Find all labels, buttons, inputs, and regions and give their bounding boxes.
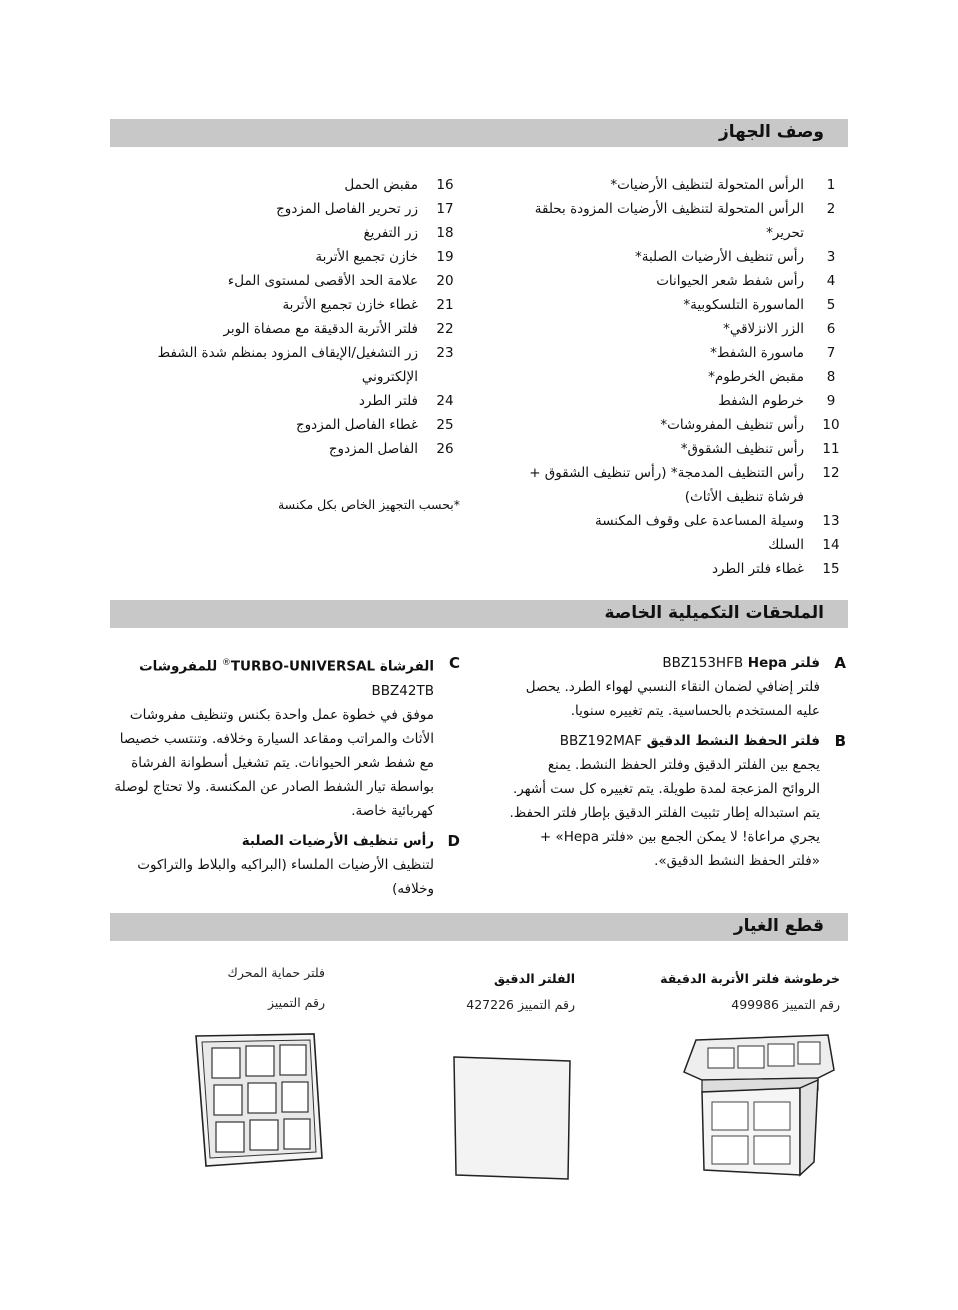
registered-mark: ® (221, 658, 231, 668)
list-item (500, 197, 842, 245)
item-number: 15 (822, 561, 840, 577)
accessory-item (506, 729, 846, 873)
item-text: غطاء فلتر الطرد (711, 561, 804, 577)
list-item (500, 317, 842, 341)
item-number: 18 (436, 225, 454, 241)
item-text: فلتر الأتربة الدقيقة مع مصفاة الوبر (223, 321, 418, 337)
accessory-letter: C (448, 654, 460, 672)
list-item (150, 437, 456, 461)
accessory-heading (506, 729, 820, 753)
accessory-heading-text: الفرشاة (379, 658, 434, 675)
item-text: رأس تنظيف المفروشات* (660, 417, 804, 433)
accessory-description: يجمع بين الفلتر الدقيق وفلتر الحفظ النشط. يمنع الروائح المزعجة لمدة طويلة. يتم تغييره كل ست أشهر. يتم استبداله إطار تثبيت الفلتر الدقيق بإطار فلتر الحفظ. يجري مراعاة! لا يمكن الجمع بين «فلتر Hepa» + «فلتر الحفظ النشط الدقيق». (509, 757, 820, 869)
item-text: الماسورة التلسكوبية* (683, 297, 804, 313)
item-number: 14 (822, 537, 840, 553)
item-number: 22 (436, 321, 454, 337)
item-number: 17 (436, 201, 454, 217)
item-text: خرطوم الشفط (718, 393, 804, 409)
item-text: السلك (768, 537, 804, 553)
item-text: رأس تنظيف الشقوق* (680, 441, 804, 457)
spare-part-title: الفلتر الدقيق (493, 971, 575, 986)
item-text: رأس شفط شعر الحيوانات (656, 273, 804, 289)
item-text: زر التشغيل/الإيقاف المزود بمنظم شدة الشفط الإلكتروني (157, 345, 418, 385)
item-text: الفاصل المزدوج (328, 441, 418, 457)
item-text: الرأس المتحولة لتنظيف الأرضيات المزودة بحلقة تحرير* (534, 201, 804, 241)
spare-part-1 (640, 966, 840, 1018)
list-item (150, 389, 456, 413)
item-number: 23 (436, 345, 454, 361)
accessories-left (110, 651, 460, 907)
accessory-heading-bold: Hepa (747, 655, 788, 671)
accessory-item (506, 651, 846, 723)
accessory-item (110, 651, 460, 823)
item-number: 16 (436, 177, 454, 193)
list-item (150, 293, 456, 317)
item-number: 2 (826, 201, 836, 217)
item-text: فلتر الطرد (358, 393, 418, 409)
accessory-heading (506, 651, 820, 675)
accessory-heading (110, 651, 434, 703)
item-text: غطاء خازن تجميع الأتربة (282, 297, 418, 313)
accessory-description: لتنظيف الأرضيات الملساء (البراكيه والبلاط والتراكوت وخلافه) (137, 856, 434, 897)
list-item (500, 461, 842, 509)
spare-part-3 (200, 960, 325, 1016)
item-number: 8 (826, 369, 836, 385)
accessory-description: موفق في خطوة عمل واحدة بكنس وتنظيف مفروشات الأثاث والمراتب ومقاعد السيارة وخلافه. وتنتسب خصيصا مع شفط شعر الحيوانات. يتم تشغيل أسطوانة الفرشاة بواسطة تيار الشفط الصادر عن المكنسة. ولا تحتاج لوصلة كهربائية خاصة. (114, 706, 434, 819)
item-number: 1 (826, 177, 836, 193)
item-text: وسيلة المساعدة على وقوف المكنسة (594, 513, 804, 529)
item-text: رأس تنظيف الأرضيات الصلبة* (634, 249, 804, 265)
list-item (500, 269, 842, 293)
section-bar-device-description (110, 119, 848, 147)
item-text: غطاء الفاصل المزدوج (295, 417, 418, 433)
list-item (500, 173, 842, 197)
accessory-model: BBZ192MAF (559, 733, 642, 749)
accessory-heading-text: رأس تنظيف الأرضيات الصلبة (241, 832, 434, 849)
item-text: مقبض الحمل (344, 177, 418, 193)
list-item (150, 341, 456, 389)
spare-part-number: رقم التمييز 427226 (466, 997, 575, 1012)
item-text: ماسورة الشفط* (710, 345, 804, 361)
item-text: مقبض الخرطوم* (708, 369, 804, 385)
list-item (500, 341, 842, 365)
item-text: زر تحرير الفاصل المزدوج (276, 201, 418, 217)
item-text: الرأس المتحولة لتنظيف الأرضيات* (610, 177, 804, 193)
spare-part-number: رقم التمييز (267, 995, 325, 1010)
accessory-heading-tail: للمفروشات (139, 658, 218, 675)
spare-part-2 (420, 966, 575, 1018)
accessory-description: فلتر إضافي لضمان النقاء النسبي لهواء الطرد. يحصل عليه المستخدم بالحساسية. يتم تغييره سنويا. (525, 679, 820, 719)
list-item (500, 293, 842, 317)
item-number: 3 (826, 249, 836, 265)
list-item (500, 437, 842, 461)
accessory-heading (110, 829, 434, 853)
accessory-letter: A (834, 654, 846, 672)
item-number: 5 (826, 297, 836, 313)
item-number: 26 (436, 441, 454, 457)
section-bar-spare-parts (110, 913, 848, 941)
accessory-letter: B (834, 732, 846, 750)
list-item (500, 557, 842, 581)
list-item (150, 197, 456, 221)
parts-list-right (500, 173, 842, 581)
item-number: 24 (436, 393, 454, 409)
accessory-model: BBZ42TB (371, 682, 434, 699)
section-title: الملحقات التكميلية الخاصة (604, 603, 824, 623)
list-item (500, 365, 842, 389)
item-number: 21 (436, 297, 454, 313)
section-bar-special-accessories (110, 600, 848, 628)
motor-protection-filter-image (188, 1030, 328, 1170)
list-item (150, 413, 456, 437)
list-item (500, 509, 842, 533)
list-item (150, 245, 456, 269)
item-text: رأس التنظيف المدمجة* (رأس تنظيف الشقوق + فرشاة تنظيف الأثاث) (529, 465, 804, 505)
item-number: 19 (436, 249, 454, 265)
section-title: وصف الجهاز (718, 122, 824, 142)
item-number: 11 (822, 441, 840, 457)
list-item (150, 317, 456, 341)
item-number: 20 (436, 273, 454, 289)
item-number: 10 (822, 417, 840, 433)
list-item (500, 245, 842, 269)
spare-part-title: فلتر حماية المحرك (227, 965, 325, 980)
item-number: 13 (822, 513, 840, 529)
spare-part-title: خرطوشة فلتر الأتربة الدقيقة (660, 971, 840, 986)
accessory-heading-text: فلتر (791, 655, 820, 671)
item-text: الزر الانزلاقي* (723, 321, 804, 337)
list-item (500, 413, 842, 437)
fine-filter-image (452, 1055, 572, 1181)
list-item (150, 221, 456, 245)
item-number: 4 (826, 273, 836, 289)
item-text: علامة الحد الأقصى لمستوى الملء (227, 273, 418, 289)
item-number: 12 (822, 465, 840, 481)
item-number: 9 (826, 393, 836, 409)
item-number: 6 (826, 321, 836, 337)
accessories-right (506, 651, 846, 879)
footnote: *بحسب التجهيز الخاص بكل مكنسة (277, 497, 460, 512)
list-item (150, 173, 456, 197)
section-title: قطع الغيار (733, 916, 824, 936)
dust-filter-cartridge-image (678, 1030, 838, 1180)
item-number: 7 (826, 345, 836, 361)
list-item (500, 533, 842, 557)
parts-list-left (150, 173, 456, 461)
item-text: زر التفريغ (363, 225, 418, 241)
accessory-item (110, 829, 460, 901)
spare-part-number: رقم التمييز 499986 (731, 997, 840, 1012)
list-item (150, 269, 456, 293)
item-number: 25 (436, 417, 454, 433)
list-item (500, 389, 842, 413)
accessory-heading-text: فلتر الحفظ النشط الدقيق (646, 733, 820, 749)
accessory-model: BBZ153HFB (662, 655, 744, 671)
accessory-heading-bold: TURBO-UNIVERSAL (230, 658, 376, 675)
accessory-letter: D (447, 831, 460, 850)
item-text: خازن تجميع الأتربة (315, 249, 418, 265)
